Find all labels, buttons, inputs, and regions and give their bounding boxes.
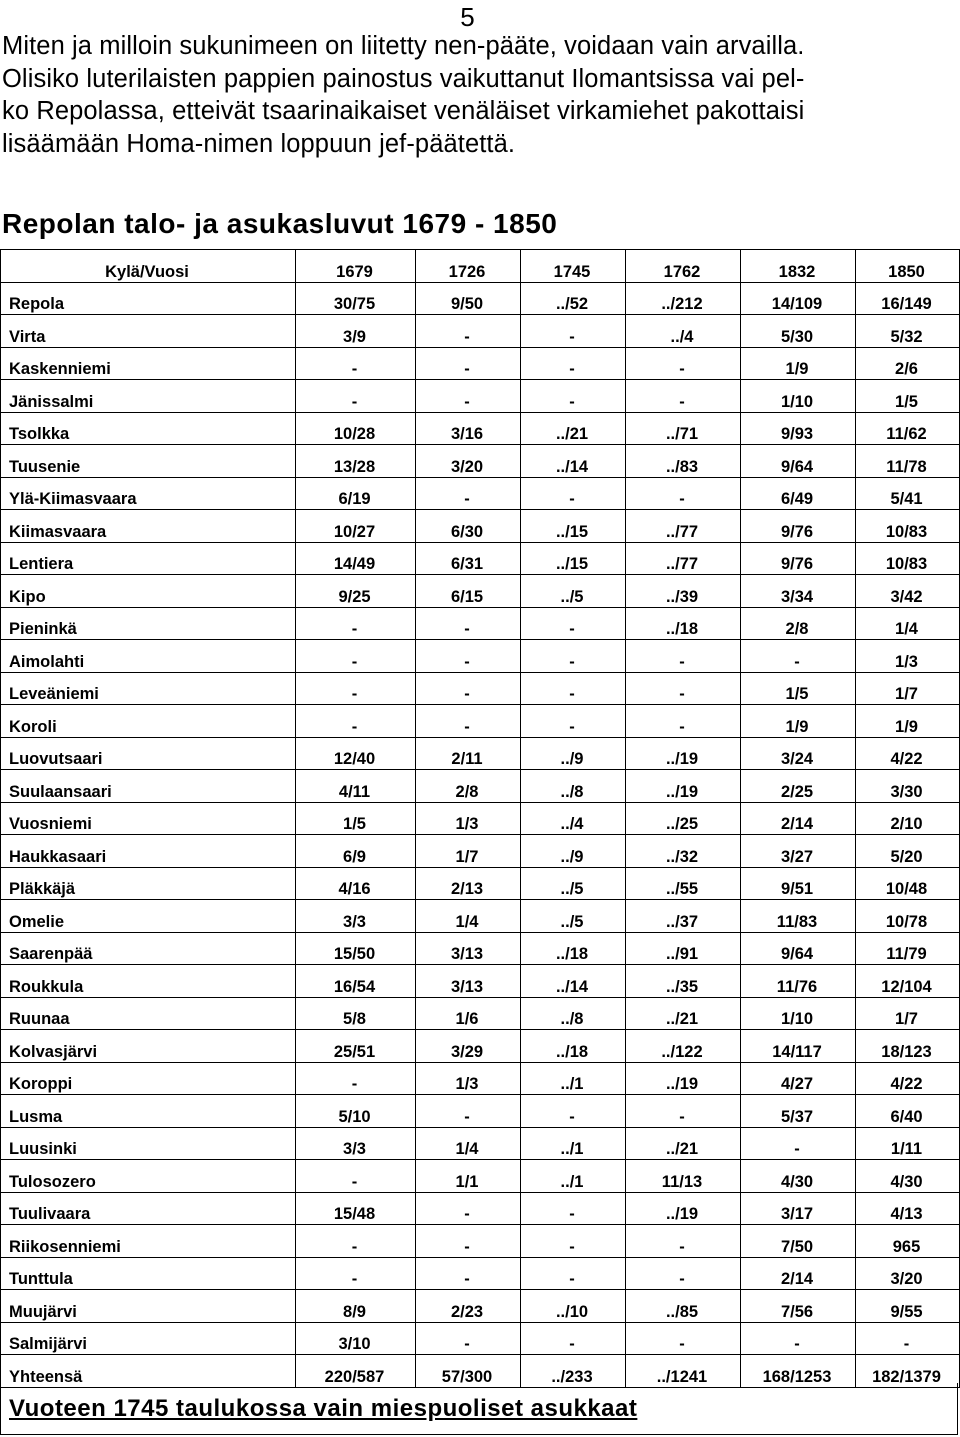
count-cell: ../18 (521, 1030, 626, 1063)
count-cell: - (416, 672, 521, 705)
count-cell: 1/4 (416, 900, 521, 933)
count-cell: - (741, 640, 856, 673)
count-cell: ../233 (521, 1355, 626, 1388)
count-cell: - (296, 672, 416, 705)
count-cell: 11/78 (856, 445, 960, 478)
count-cell: 2/8 (416, 770, 521, 803)
count-cell: 11/62 (856, 412, 960, 445)
count-cell: 965 (856, 1225, 960, 1258)
table-row (1, 1127, 960, 1160)
count-cell: - (741, 1127, 856, 1160)
count-cell: - (626, 1225, 741, 1258)
count-cell: ../1 (521, 1160, 626, 1193)
count-cell: ../77 (626, 510, 741, 543)
count-cell: 3/16 (416, 412, 521, 445)
count-cell: - (296, 380, 416, 413)
count-cell: 9/50 (416, 282, 521, 315)
village-name-cell: Koroppi (1, 1062, 296, 1095)
count-cell: ../19 (626, 1192, 741, 1225)
table-row (1, 282, 960, 315)
count-cell: 1/1 (416, 1160, 521, 1193)
count-cell: 1/7 (856, 672, 960, 705)
count-cell: 10/83 (856, 510, 960, 543)
table-row (1, 932, 960, 965)
count-cell: - (521, 477, 626, 510)
table-row (1, 997, 960, 1030)
count-cell: 14/109 (741, 282, 856, 315)
table-row (1, 1225, 960, 1258)
table-row (1, 965, 960, 998)
intro-paragraph (2, 30, 958, 160)
count-cell: 1/11 (856, 1127, 960, 1160)
count-cell: ../35 (626, 965, 741, 998)
count-cell: 13/28 (296, 445, 416, 478)
count-cell: 10/28 (296, 412, 416, 445)
village-name-cell: Tulosozero (1, 1160, 296, 1193)
village-name-cell: Salmijärvi (1, 1322, 296, 1355)
table-row (1, 640, 960, 673)
count-cell: 3/3 (296, 900, 416, 933)
count-cell: 2/13 (416, 867, 521, 900)
count-cell: ../1 (521, 1062, 626, 1095)
village-name-cell: Kolvasjärvi (1, 1030, 296, 1063)
count-cell: ../14 (521, 965, 626, 998)
count-cell: 1/9 (741, 705, 856, 738)
count-cell: - (416, 347, 521, 380)
count-cell: 4/27 (741, 1062, 856, 1095)
count-cell: 3/27 (741, 835, 856, 868)
count-cell: 10/48 (856, 867, 960, 900)
count-cell: 1/3 (416, 802, 521, 835)
village-name-cell: Tunttula (1, 1257, 296, 1290)
count-cell: 2/10 (856, 802, 960, 835)
count-cell: ../15 (521, 510, 626, 543)
village-name-cell: Ruunaa (1, 997, 296, 1030)
count-cell: - (856, 1322, 960, 1355)
count-cell: - (521, 1192, 626, 1225)
count-cell: 11/76 (741, 965, 856, 998)
count-cell: - (626, 1095, 741, 1128)
count-cell: 2/25 (741, 770, 856, 803)
count-cell: 12/40 (296, 737, 416, 770)
village-name-cell: Muujärvi (1, 1290, 296, 1323)
count-cell: - (416, 705, 521, 738)
count-cell: 10/83 (856, 542, 960, 575)
count-cell: 6/49 (741, 477, 856, 510)
count-cell: 3/24 (741, 737, 856, 770)
count-cell: 9/64 (741, 932, 856, 965)
count-cell: ../19 (626, 1062, 741, 1095)
table-row (1, 477, 960, 510)
intro-line: ko Repolassa, etteivät tsaarinaikaiset venäläiset virkamiehet pakottaisi (2, 97, 805, 125)
count-cell: ../122 (626, 1030, 741, 1063)
column-header-year: 1832 (741, 250, 856, 283)
count-cell: 1/7 (856, 997, 960, 1030)
table-header-row (1, 250, 960, 283)
count-cell: ../77 (626, 542, 741, 575)
count-cell: - (416, 315, 521, 348)
count-cell: 16/54 (296, 965, 416, 998)
count-cell: - (416, 1257, 521, 1290)
count-cell: ../1241 (626, 1355, 741, 1388)
village-name-cell: Saarenpää (1, 932, 296, 965)
count-cell: 15/50 (296, 932, 416, 965)
count-cell: 9/51 (741, 867, 856, 900)
count-cell: 5/20 (856, 835, 960, 868)
count-cell: 10/78 (856, 900, 960, 933)
count-cell: 3/30 (856, 770, 960, 803)
table-row (1, 1257, 960, 1290)
count-cell: 1/3 (416, 1062, 521, 1095)
count-cell: ../25 (626, 802, 741, 835)
count-cell: - (416, 380, 521, 413)
footnote: Vuoteen 1745 taulukossa vain miespuoliset asukkaat (9, 1395, 638, 1422)
count-cell: 11/79 (856, 932, 960, 965)
count-cell: ../10 (521, 1290, 626, 1323)
table-row (1, 1322, 960, 1355)
count-cell: 3/20 (416, 445, 521, 478)
village-name-cell: Luusinki (1, 1127, 296, 1160)
count-cell: 3/17 (741, 1192, 856, 1225)
count-cell: ../19 (626, 737, 741, 770)
count-cell: - (416, 640, 521, 673)
count-cell: 1/3 (856, 640, 960, 673)
count-cell: ../5 (521, 575, 626, 608)
column-header-village: Kylä/Vuosi (1, 250, 296, 283)
count-cell: 2/14 (741, 802, 856, 835)
count-cell: - (296, 347, 416, 380)
count-cell: 30/75 (296, 282, 416, 315)
count-cell: ../9 (521, 737, 626, 770)
column-header-year: 1726 (416, 250, 521, 283)
count-cell: ../21 (521, 412, 626, 445)
count-cell: 5/37 (741, 1095, 856, 1128)
village-name-cell: Roukkula (1, 965, 296, 998)
count-cell: ../1 (521, 1127, 626, 1160)
table-row (1, 867, 960, 900)
village-name-cell: Suulaansaari (1, 770, 296, 803)
count-cell: ../21 (626, 997, 741, 1030)
village-name-cell: Leveäniemi (1, 672, 296, 705)
count-cell: 3/9 (296, 315, 416, 348)
count-cell: 14/49 (296, 542, 416, 575)
count-cell: - (416, 1095, 521, 1128)
village-name-cell: Omelie (1, 900, 296, 933)
table-row (1, 315, 960, 348)
count-cell: 168/1253 (741, 1355, 856, 1388)
count-cell: 16/149 (856, 282, 960, 315)
count-cell: 9/64 (741, 445, 856, 478)
count-cell: - (521, 1095, 626, 1128)
count-cell: ../19 (626, 770, 741, 803)
count-cell: - (521, 347, 626, 380)
column-header-year: 1679 (296, 250, 416, 283)
count-cell: 11/83 (741, 900, 856, 933)
village-name-cell: Kiimasvaara (1, 510, 296, 543)
count-cell: ../55 (626, 867, 741, 900)
count-cell: 4/11 (296, 770, 416, 803)
table-row (1, 347, 960, 380)
intro-line: Miten ja milloin sukunimeen on liitetty nen-pääte, voidaan vain arvailla. (2, 32, 805, 60)
count-cell: ../85 (626, 1290, 741, 1323)
count-cell: 3/34 (741, 575, 856, 608)
count-cell: ../39 (626, 575, 741, 608)
count-cell: - (626, 1322, 741, 1355)
count-cell: 5/41 (856, 477, 960, 510)
count-cell: - (296, 1160, 416, 1193)
count-cell: 18/123 (856, 1030, 960, 1063)
table-row (1, 737, 960, 770)
count-cell: - (416, 1192, 521, 1225)
count-cell: 12/104 (856, 965, 960, 998)
count-cell: 1/5 (856, 380, 960, 413)
count-cell: ../8 (521, 770, 626, 803)
count-cell: 1/6 (416, 997, 521, 1030)
count-cell: 6/30 (416, 510, 521, 543)
table-row (1, 900, 960, 933)
count-cell: 4/13 (856, 1192, 960, 1225)
count-cell: ../4 (626, 315, 741, 348)
count-cell: 10/27 (296, 510, 416, 543)
table-row (1, 607, 960, 640)
count-cell: 5/8 (296, 997, 416, 1030)
table-row (1, 412, 960, 445)
count-cell: - (521, 640, 626, 673)
table-row (1, 542, 960, 575)
count-cell: 3/20 (856, 1257, 960, 1290)
count-cell: 14/117 (741, 1030, 856, 1063)
count-cell: 9/55 (856, 1290, 960, 1323)
village-name-cell: Riikosenniemi (1, 1225, 296, 1258)
count-cell: 57/300 (416, 1355, 521, 1388)
intro-line: lisäämään Homa-nimen loppuun jef-päätettä. (2, 129, 516, 158)
count-cell: - (521, 1257, 626, 1290)
count-cell: - (296, 1062, 416, 1095)
count-cell: 6/40 (856, 1095, 960, 1128)
table-row (1, 672, 960, 705)
count-cell: ../8 (521, 997, 626, 1030)
count-cell: ../32 (626, 835, 741, 868)
count-cell: 3/29 (416, 1030, 521, 1063)
table-row (1, 380, 960, 413)
count-cell: ../4 (521, 802, 626, 835)
village-name-cell: Kaskenniemi (1, 347, 296, 380)
village-name-cell: Lusma (1, 1095, 296, 1128)
count-cell: - (296, 1225, 416, 1258)
table-row (1, 835, 960, 868)
count-cell: 1/4 (416, 1127, 521, 1160)
count-cell: 220/587 (296, 1355, 416, 1388)
count-cell: - (296, 607, 416, 640)
count-cell: ../52 (521, 282, 626, 315)
count-cell: 1/9 (856, 705, 960, 738)
count-cell: 5/30 (741, 315, 856, 348)
count-cell: 25/51 (296, 1030, 416, 1063)
count-cell: 2/6 (856, 347, 960, 380)
village-name-cell: Jänissalmi (1, 380, 296, 413)
count-cell: ../83 (626, 445, 741, 478)
count-cell: - (626, 347, 741, 380)
village-name-cell: Tuusenie (1, 445, 296, 478)
village-name-cell: Repola (1, 282, 296, 315)
count-cell: 4/30 (741, 1160, 856, 1193)
count-cell: ../5 (521, 900, 626, 933)
count-cell: ../9 (521, 835, 626, 868)
village-name-cell: Pieninkä (1, 607, 296, 640)
count-cell: - (626, 380, 741, 413)
table-header (1, 250, 960, 283)
count-cell: - (626, 640, 741, 673)
count-cell: 8/9 (296, 1290, 416, 1323)
count-cell: 1/5 (296, 802, 416, 835)
count-cell: 9/25 (296, 575, 416, 608)
village-name-cell: Yhteensä (1, 1355, 296, 1388)
count-cell: ../15 (521, 542, 626, 575)
footnote-box (0, 1383, 958, 1435)
count-cell: 5/10 (296, 1095, 416, 1128)
table-row (1, 575, 960, 608)
count-cell: 7/56 (741, 1290, 856, 1323)
count-cell: 6/31 (416, 542, 521, 575)
count-cell: ../71 (626, 412, 741, 445)
table-row (1, 802, 960, 835)
count-cell: - (521, 705, 626, 738)
table-row (1, 510, 960, 543)
count-cell: - (296, 705, 416, 738)
count-cell: 4/30 (856, 1160, 960, 1193)
village-name-cell: Haukkasaari (1, 835, 296, 868)
village-name-cell: Lentiera (1, 542, 296, 575)
table-body (1, 282, 960, 1387)
count-cell: - (296, 640, 416, 673)
count-cell: 1/7 (416, 835, 521, 868)
count-cell: 1/10 (741, 997, 856, 1030)
count-cell: - (416, 1322, 521, 1355)
table-row (1, 770, 960, 803)
count-cell: 6/15 (416, 575, 521, 608)
count-cell: - (521, 1322, 626, 1355)
count-cell: - (521, 607, 626, 640)
village-name-cell: Pläkkäjä (1, 867, 296, 900)
table-row (1, 1192, 960, 1225)
count-cell: - (416, 477, 521, 510)
count-cell: ../18 (626, 607, 741, 640)
count-cell: 4/16 (296, 867, 416, 900)
count-cell: 15/48 (296, 1192, 416, 1225)
count-cell: - (296, 1257, 416, 1290)
count-cell: - (626, 1257, 741, 1290)
page-number: 5 (460, 2, 475, 32)
count-cell: - (741, 1322, 856, 1355)
table-row (1, 1062, 960, 1095)
count-cell: ../14 (521, 445, 626, 478)
count-cell: 6/19 (296, 477, 416, 510)
count-cell: 3/42 (856, 575, 960, 608)
count-cell: - (521, 315, 626, 348)
population-table (0, 249, 960, 1388)
count-cell: 4/22 (856, 1062, 960, 1095)
table-row (1, 1160, 960, 1193)
village-name-cell: Kipo (1, 575, 296, 608)
count-cell: - (521, 380, 626, 413)
count-cell: - (521, 672, 626, 705)
column-header-year: 1745 (521, 250, 626, 283)
column-header-year: 1850 (856, 250, 960, 283)
count-cell: 5/32 (856, 315, 960, 348)
count-cell: ../18 (521, 932, 626, 965)
count-cell: 1/4 (856, 607, 960, 640)
count-cell: ../91 (626, 932, 741, 965)
section-title: Repolan talo- ja asukasluvut 1679 - 1850 (2, 208, 558, 239)
table-row (1, 1030, 960, 1063)
count-cell: 2/8 (741, 607, 856, 640)
table-row (1, 1095, 960, 1128)
column-header-year: 1762 (626, 250, 741, 283)
count-cell: 2/14 (741, 1257, 856, 1290)
village-name-cell: Koroli (1, 705, 296, 738)
count-cell: - (416, 607, 521, 640)
count-cell: 3/10 (296, 1322, 416, 1355)
count-cell: 11/13 (626, 1160, 741, 1193)
count-cell: 3/3 (296, 1127, 416, 1160)
count-cell: - (626, 477, 741, 510)
village-name-cell: Aimolahti (1, 640, 296, 673)
count-cell: 182/1379 (856, 1355, 960, 1388)
table-row (1, 1290, 960, 1323)
count-cell: 9/76 (741, 542, 856, 575)
count-cell: ../5 (521, 867, 626, 900)
village-name-cell: Luovutsaari (1, 737, 296, 770)
village-name-cell: Ylä-Kiimasvaara (1, 477, 296, 510)
count-cell: 7/50 (741, 1225, 856, 1258)
count-cell: 3/13 (416, 932, 521, 965)
table-row (1, 445, 960, 478)
count-cell: ../21 (626, 1127, 741, 1160)
village-name-cell: Vuosniemi (1, 802, 296, 835)
count-cell: 4/22 (856, 737, 960, 770)
count-cell: 3/13 (416, 965, 521, 998)
count-cell: 2/23 (416, 1290, 521, 1323)
count-cell: 1/5 (741, 672, 856, 705)
count-cell: ../37 (626, 900, 741, 933)
table-row (1, 705, 960, 738)
intro-line: Olisiko luterilaisten pappien painostus vaikuttanut Ilomantsissa vai pel- (2, 64, 805, 93)
count-cell: 9/76 (741, 510, 856, 543)
count-cell: 2/11 (416, 737, 521, 770)
count-cell: ../212 (626, 282, 741, 315)
count-cell: 9/93 (741, 412, 856, 445)
count-cell: - (416, 1225, 521, 1258)
count-cell: - (626, 705, 741, 738)
village-name-cell: Virta (1, 315, 296, 348)
count-cell: - (626, 672, 741, 705)
count-cell: 1/9 (741, 347, 856, 380)
count-cell: - (521, 1225, 626, 1258)
count-cell: 6/9 (296, 835, 416, 868)
village-name-cell: Tuulivaara (1, 1192, 296, 1225)
count-cell: 1/10 (741, 380, 856, 413)
village-name-cell: Tsolkka (1, 412, 296, 445)
